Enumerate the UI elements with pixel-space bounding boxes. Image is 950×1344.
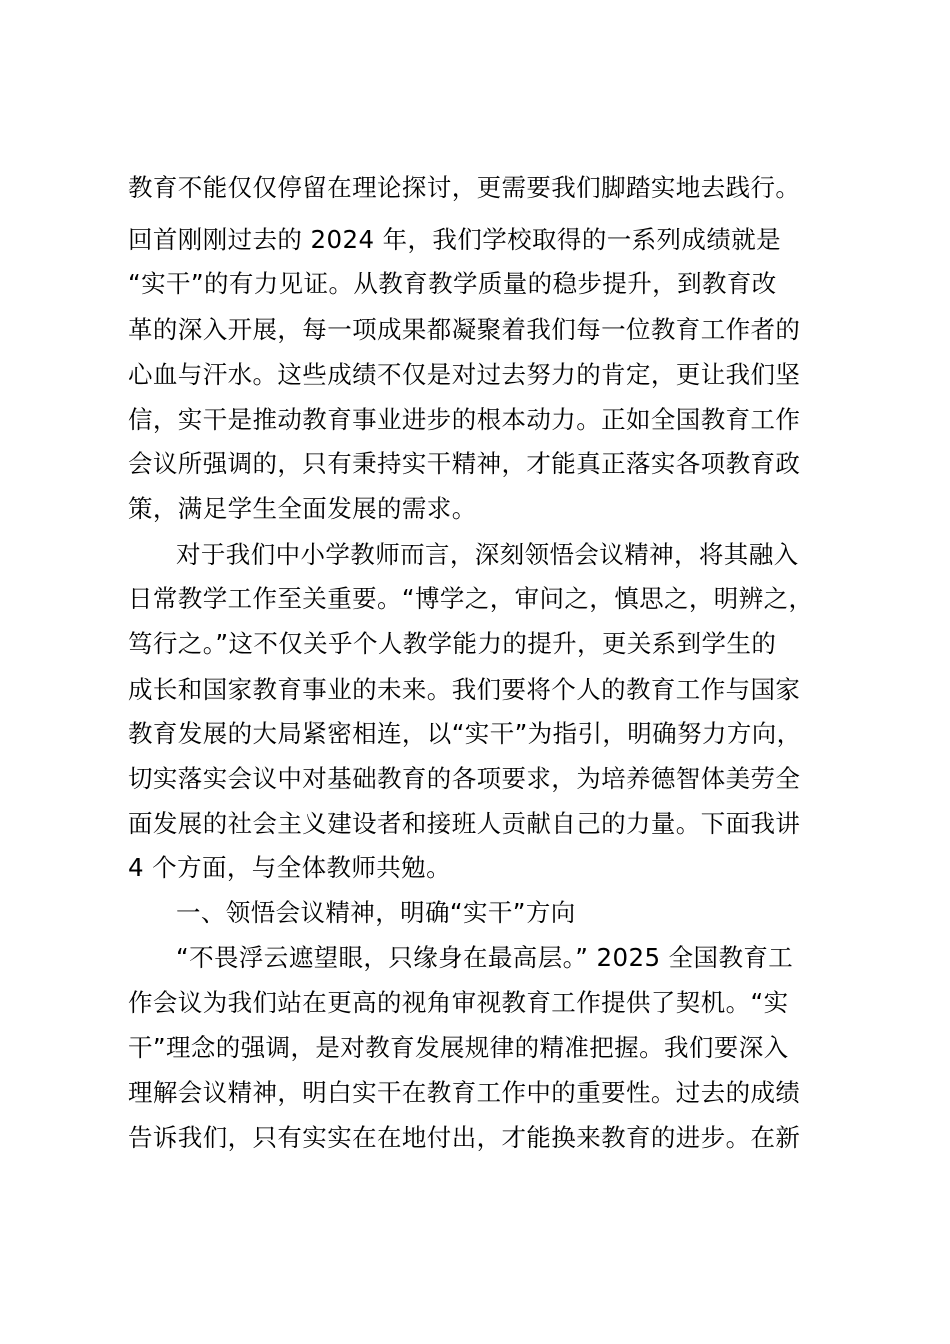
text-line: “不畏浮云遮望眼，只缘身在最高层。” 2025 全国教育工 <box>176 943 794 972</box>
text-line: 切实落实会议中对基础教育的各项要求，为培养德智体美劳全 <box>128 764 801 793</box>
text-line: “实干”的有力见证。从教育教学质量的稳步提升，到教育改 <box>128 269 777 298</box>
text-line: 革的深入开展，每一项成果都凝聚着我们每一位教育工作者的 <box>128 315 801 344</box>
text-line: 笃行之。”这不仅关乎个人教学能力的提升，更关系到学生的 <box>128 629 777 658</box>
text-line: 面发展的社会主义建设者和接班人贡献自己的力量。下面我讲 <box>128 809 801 838</box>
text-line: 会议所强调的，只有秉持实干精神，才能真正落实各项教育政 <box>128 449 801 478</box>
text-line: 心血与汗水。这些成绩不仅是对过去努力的肯定，更让我们坚 <box>128 360 801 389</box>
text-line: 日常教学工作至关重要。“博学之，审问之，慎思之，明辨之， <box>128 584 814 613</box>
section-heading: 一、领悟会议精神，明确“实干”方向 <box>176 898 576 927</box>
text-line: 理解会议精神，明白实干在教育工作中的重要性。过去的成绩 <box>128 1078 801 1107</box>
text-line: 告诉我们，只有实实在在地付出，才能换来教育的进步。在新 <box>128 1123 801 1152</box>
text-line: 4 个方面，与全体教师共勉。 <box>128 853 451 882</box>
text-line: 作会议为我们站在更高的视角审视教育工作提供了契机。“实 <box>128 988 789 1017</box>
text-line: 成长和国家教育事业的未来。我们要将个人的教育工作与国家 <box>128 675 801 704</box>
text-line: 教育不能仅仅停留在理论探讨，更需要我们脚踏实地去践行。 <box>128 173 801 202</box>
text-line: 对于我们中小学教师而言，深刻领悟会议精神，将其融入 <box>176 540 799 569</box>
text-line: 教育发展的大局紧密相连，以“实干”为指引，明确努力方向， <box>128 719 802 748</box>
text-line: 回首刚刚过去的 2024 年，我们学校取得的一系列成绩就是 <box>128 225 782 254</box>
text-line: 信，实干是推动教育事业进步的根本动力。正如全国教育工作 <box>128 405 801 434</box>
text-line: 策，满足学生全面发展的需求。 <box>128 494 477 523</box>
text-line: 干”理念的强调，是对教育发展规律的精准把握。我们要深入 <box>128 1033 789 1062</box>
